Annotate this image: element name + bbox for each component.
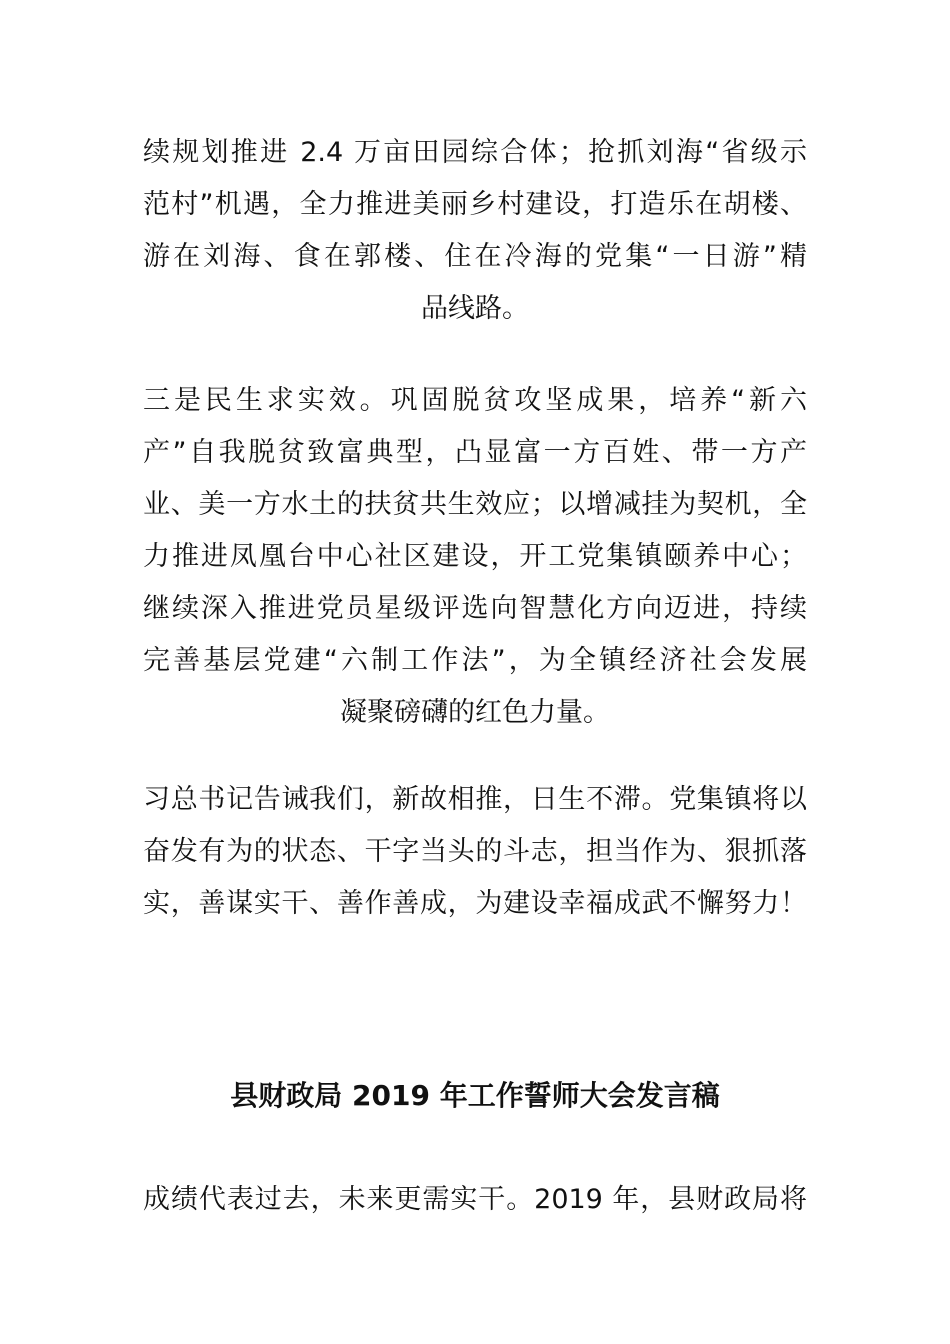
text-line: 力推进凤凰台中心社区建设，开工党集镇颐养中心； <box>143 541 807 572</box>
text-line: 实，善谋实干、善作善成，为建设幸福成武不懈努力！ <box>143 888 807 919</box>
text-line: 业、美一方水土的扶贫共生效应；以增减挂为契机，全 <box>143 489 807 520</box>
text-line: 凝聚磅礴的红色力量。 <box>340 697 610 728</box>
paragraph-rural-development <box>143 127 807 335</box>
text-line: 奋发有为的状态、干字当头的斗志，担当作为、狠抓落 <box>143 836 807 867</box>
text-line: 习总书记告诫我们，新故相推，日生不滞。党集镇将以 <box>143 784 807 815</box>
document-heading: 县财政局 2019 年工作誓师大会发言稿 <box>230 1079 720 1112</box>
paragraph-livelihood <box>143 375 807 739</box>
text-line: 三是民生求实效。巩固脱贫攻坚成果，培养“新六 <box>143 385 807 416</box>
text-line: 续规划推进 2.4 万亩田园综合体；抢抓刘海“省级示 <box>143 137 807 168</box>
paragraph-conclusion <box>143 774 807 930</box>
text-line: 继续深入推进党员星级评选向智慧化方向迈进，持续 <box>143 593 807 624</box>
text-line: 游在刘海、食在郭楼、住在冷海的党集“一日游”精 <box>143 241 807 272</box>
text-line: 品线路。 <box>421 293 529 324</box>
text-line: 产”自我脱贫致富典型，凸显富一方百姓、带一方产 <box>143 437 807 468</box>
paragraph-opening <box>143 1174 807 1226</box>
text-line: 完善基层党建“六制工作法”，为全镇经济社会发展 <box>143 645 807 676</box>
text-line: 范村”机遇，全力推进美丽乡村建设，打造乐在胡楼、 <box>143 189 807 220</box>
text-line: 成绩代表过去，未来更需实干。2019 年，县财政局将 <box>143 1184 807 1215</box>
